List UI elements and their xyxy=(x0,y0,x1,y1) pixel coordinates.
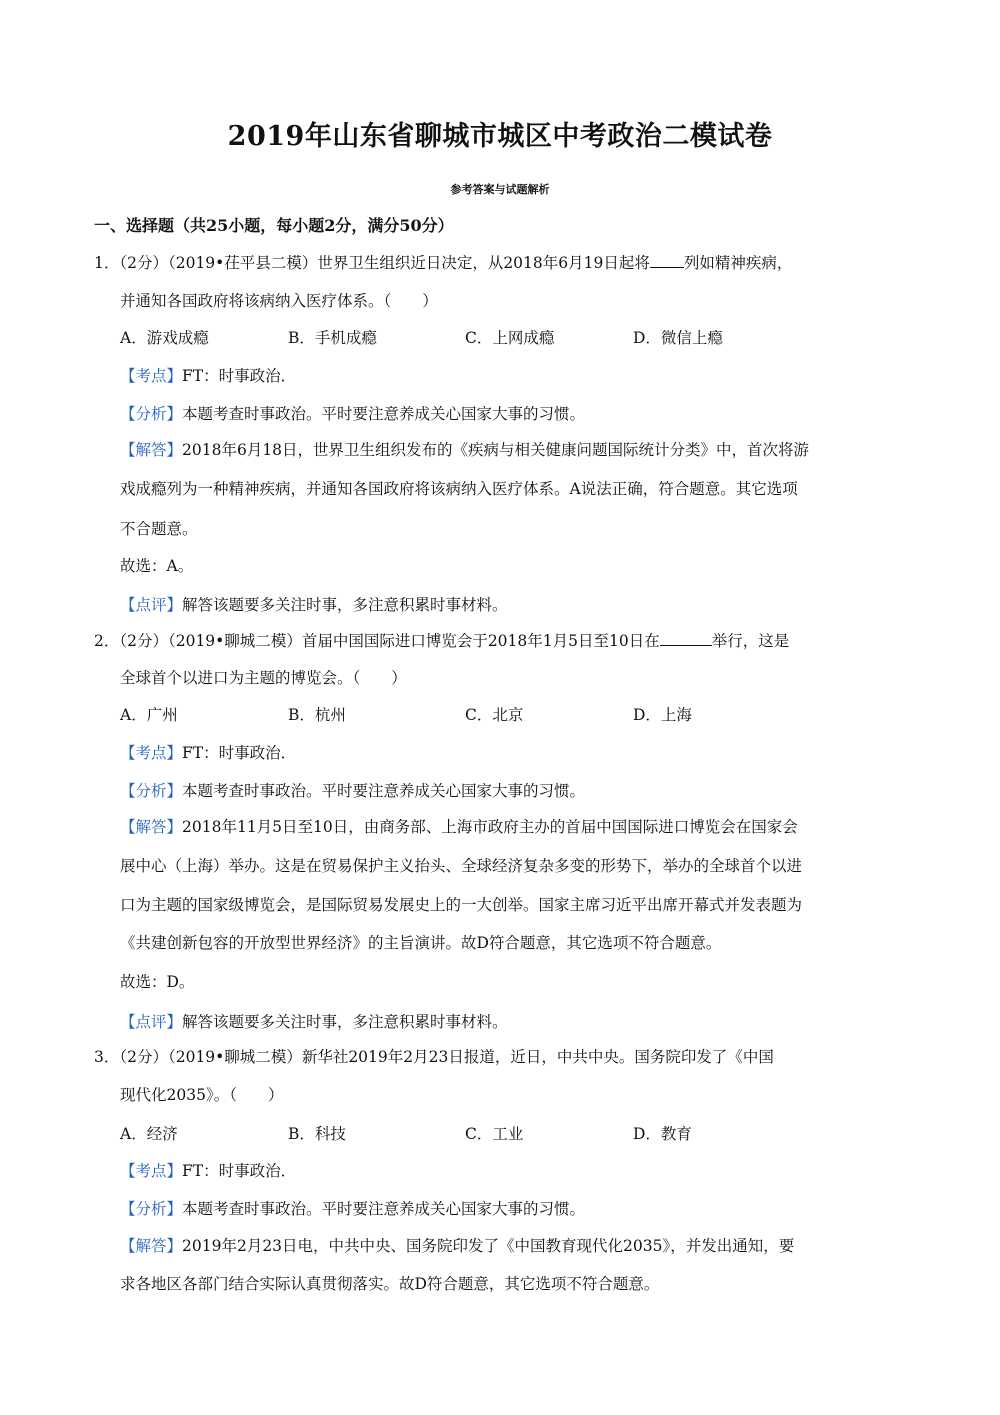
q2-dianping-tag: 【点评】 xyxy=(120,1013,183,1031)
q1-stem-line1 xyxy=(94,251,914,273)
q2-jieda-line1 xyxy=(120,815,920,837)
q2-stem-tail: 举行，这是 xyxy=(711,632,790,650)
q3-stem-line1: 3．（2分）（2019•聊城二模）新华社2019年2月23日报道，近日，中共中央。国务院印发了《中国 xyxy=(94,1048,774,1066)
q1-jieda-text1: 2018年6月18日，世界卫生组织发布的《疾病与相关健康问题国际统计分类》中，首次将游 xyxy=(182,441,810,459)
q2-option-a: A．广州 xyxy=(120,706,178,724)
q3-fenxi-text: 本题考查时事政治。平时要注意养成关心国家大事的习惯。 xyxy=(182,1200,586,1218)
q2-jieda-text1: 2018年11月5日至10日，由商务部、上海市政府主办的首届中国国际进口博览会在国家会 xyxy=(182,818,798,836)
q3-kaodian-text: FT：时事政治． xyxy=(182,1162,297,1180)
q2-answer: 故选：D。 xyxy=(120,973,195,991)
q1-blank xyxy=(650,253,684,268)
q2-kaodian xyxy=(120,741,920,763)
q3-jieda-text1: 2019年2月23日电，中共中央、国务院印发了《中国教育现代化2035》，并发出通知，要 xyxy=(182,1237,795,1255)
page-subtitle: 参考答案与试题解析 xyxy=(450,183,550,196)
q2-blank xyxy=(660,631,712,646)
q2-fenxi-tag: 【分析】 xyxy=(120,782,183,800)
q1-stem-text: 1．（2分）（2019•茌平县二模）世界卫生组织近日决定，从2018年6月19日起将 xyxy=(94,254,650,272)
q3-option-d: D．教育 xyxy=(633,1125,692,1143)
q1-stem-tail: 列如精神疾病， xyxy=(683,254,793,272)
q1-fenxi-tag: 【分析】 xyxy=(120,405,183,423)
q1-answer: 故选：A。 xyxy=(120,557,194,575)
q2-option-b: B．杭州 xyxy=(288,706,346,724)
q1-stem-line2: 并通知各国政府将该病纳入医疗体系。（ ） xyxy=(120,292,438,310)
q1-options xyxy=(120,326,820,348)
q3-fenxi-tag: 【分析】 xyxy=(120,1200,183,1218)
q3-option-a: A．经济 xyxy=(120,1125,178,1143)
q3-option-b: B．科技 xyxy=(288,1125,346,1143)
q1-fenxi xyxy=(120,402,920,424)
q1-kaodian xyxy=(120,364,920,386)
section-heading: 一、选择题（共25小题，每小题2分，满分50分） xyxy=(94,216,454,235)
q2-option-c: C．北京 xyxy=(465,706,524,724)
q2-jieda-tag: 【解答】 xyxy=(120,818,183,836)
q1-jieda-line3: 不合题意。 xyxy=(120,520,198,538)
q2-stem-line2: 全球首个以进口为主题的博览会。（ ） xyxy=(120,669,407,687)
q2-fenxi xyxy=(120,779,920,801)
q3-jieda-line1 xyxy=(120,1234,920,1256)
q1-kaodian-text: FT：时事政治． xyxy=(182,367,297,385)
q2-dianping xyxy=(120,1010,920,1032)
q2-kaodian-text: FT：时事政治． xyxy=(182,744,297,762)
q1-option-c: C．上网成瘾 xyxy=(465,329,555,347)
q2-jieda-line4: 《共建创新包容的开放型世界经济》的主旨演讲。故D符合题意，其它选项不符合题意。 xyxy=(120,934,722,952)
q1-dianping-tag: 【点评】 xyxy=(120,596,183,614)
q3-option-c: C．工业 xyxy=(465,1125,524,1143)
q2-jieda-line3: 口为主题的国家级博览会，是国际贸易发展史上的一大创举。国家主席习近平出席开幕式并发表题为 xyxy=(120,896,803,914)
q1-dianping xyxy=(120,593,920,615)
q1-jieda-tag: 【解答】 xyxy=(120,441,183,459)
q1-jieda-line2: 戏成瘾列为一种精神疾病，并通知各国政府将该病纳入医疗体系。A说法正确，符合题意。其它选项 xyxy=(120,480,798,498)
q2-fenxi-text: 本题考查时事政治。平时要注意养成关心国家大事的习惯。 xyxy=(182,782,586,800)
q3-jieda-tag: 【解答】 xyxy=(120,1237,183,1255)
q2-option-d: D．上海 xyxy=(633,706,692,724)
q2-options xyxy=(120,703,820,725)
q2-dianping-text: 解答该题要多关注时事，多注意积累时事材料。 xyxy=(182,1013,508,1031)
q1-jieda-line1 xyxy=(120,438,920,460)
q3-fenxi xyxy=(120,1197,920,1219)
q3-stem-line2: 现代化2035》。（ ） xyxy=(120,1086,284,1104)
q2-kaodian-tag: 【考点】 xyxy=(120,744,183,762)
q3-kaodian-tag: 【考点】 xyxy=(120,1162,183,1180)
q2-stem-line1 xyxy=(94,629,914,651)
q1-dianping-text: 解答该题要多关注时事，多注意积累时事材料。 xyxy=(182,596,508,614)
q1-fenxi-text: 本题考查时事政治。平时要注意养成关心国家大事的习惯。 xyxy=(182,405,586,423)
q1-option-b: B．手机成瘾 xyxy=(288,329,377,347)
page-title: 2019年山东省聊城市城区中考政治二模试卷 xyxy=(227,121,773,152)
q3-options xyxy=(120,1122,820,1144)
q1-option-a: A．游戏成瘾 xyxy=(120,329,209,347)
q2-stem-text: 2．（2分）（2019•聊城二模）首届中国国际进口博览会于2018年1月5日至10日在 xyxy=(94,632,660,650)
q1-option-d: D．微信上瘾 xyxy=(633,329,723,347)
q2-jieda-line2: 展中心（上海）举办。这是在贸易保护主义抬头、全球经济复杂多变的形势下，举办的全球首个以进 xyxy=(120,857,803,875)
q3-jieda-line2: 求各地区各部门结合实际认真贯彻落实。故D符合题意，其它选项不符合题意。 xyxy=(120,1275,660,1293)
q3-kaodian xyxy=(120,1159,920,1181)
q1-kaodian-tag: 【考点】 xyxy=(120,367,183,385)
